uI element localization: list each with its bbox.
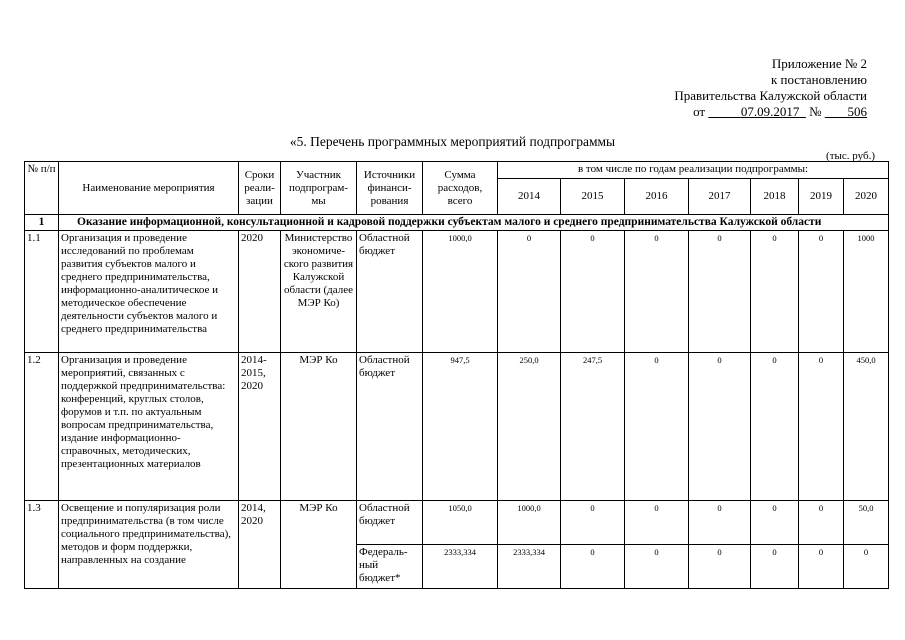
row-total: 947,5 <box>423 353 498 501</box>
row-total: 1050,0 <box>423 501 498 545</box>
row-value: 450,0 <box>844 353 889 501</box>
row-value: 0 <box>625 545 689 589</box>
section-num: 1 <box>25 215 59 231</box>
row-value: 0 <box>751 501 799 545</box>
number-label: № <box>809 104 822 119</box>
col-source-header: Источники финанси-рования <box>357 162 423 215</box>
row-source: Областной бюджет <box>357 353 423 501</box>
col-total-header: Сумма расходов, всего <box>423 162 498 215</box>
table-row <box>25 231 889 353</box>
row-participant: МЭР Ко <box>281 501 357 589</box>
date-number-line <box>674 104 867 120</box>
row-value: 0 <box>625 501 689 545</box>
resolution-date: 07.09.2017 <box>740 104 800 119</box>
row-value: 2333,334 <box>498 545 561 589</box>
row-value: 0 <box>561 501 625 545</box>
col-num-header: № п/п <box>25 162 59 215</box>
row-value: 0 <box>689 501 751 545</box>
row-value: 0 <box>751 545 799 589</box>
table-header-row <box>25 162 889 179</box>
row-value: 0 <box>498 231 561 353</box>
appendix-label: Приложение № 2 <box>771 56 867 71</box>
row-num: 1.3 <box>25 501 59 589</box>
row-participant: Министерство экономиче-ского развития Калужской области (далее МЭР Ко) <box>281 231 357 353</box>
row-name: Освещение и популяризация роли предпринимательства (в том числе социального предпринимательства), методов и форм поддержки, направленных на создание <box>59 501 239 589</box>
table-row <box>25 353 889 501</box>
row-participant: МЭР Ко <box>281 353 357 501</box>
row-name: Организация и проведение мероприятий, связанных с поддержкой предпринимательства: конференций, круглых столов, форумов и т.п. по актуальным вопросам предпринимательства, издание информационно-справочных, методических, презентационных материалов <box>59 353 239 501</box>
row-value: 0 <box>751 353 799 501</box>
row-value: 0 <box>799 231 844 353</box>
year-header: 2015 <box>561 179 625 215</box>
resolution-number: 506 <box>847 104 867 119</box>
year-header: 2016 <box>625 179 689 215</box>
section-title: Оказание информационной, консультационной и кадровой поддержки субъектам малого и среднего предпринимательства Калужской области <box>59 215 889 231</box>
row-source: Федераль-ный бюджет* <box>357 545 423 589</box>
year-header: 2019 <box>799 179 844 215</box>
year-header: 2014 <box>498 179 561 215</box>
years-caption: в том числе по годам реализации подпрограммы: <box>498 162 889 179</box>
row-value: 0 <box>799 501 844 545</box>
row-value: 0 <box>799 353 844 501</box>
row-num: 1.2 <box>25 353 59 501</box>
table-row <box>25 501 889 545</box>
row-value: 0 <box>689 353 751 501</box>
row-value: 250,0 <box>498 353 561 501</box>
col-name-header: Наименование мероприятия <box>59 162 239 215</box>
row-source: Областной бюджет <box>357 501 423 545</box>
row-value: 0 <box>625 231 689 353</box>
row-value: 0 <box>799 545 844 589</box>
year-header: 2017 <box>689 179 751 215</box>
row-term: 2020 <box>239 231 281 353</box>
row-total: 1000,0 <box>423 231 498 353</box>
from-label: от <box>693 104 706 119</box>
document-title: «5. Перечень программных мероприятий подпрограммы <box>289 134 616 149</box>
col-term-header: Сроки реали-зации <box>239 162 281 215</box>
row-value: 0 <box>844 545 889 589</box>
unit-label: (тыс. руб.) <box>826 150 875 162</box>
row-num: 1.1 <box>25 231 59 353</box>
row-total: 2333,334 <box>423 545 498 589</box>
row-source: Областной бюджет <box>357 231 423 353</box>
row-term: 2014, 2020 <box>239 501 281 589</box>
row-value: 0 <box>561 231 625 353</box>
row-value: 247,5 <box>561 353 625 501</box>
appendix-header <box>674 56 867 120</box>
resolution-label: к постановлению <box>770 72 867 87</box>
row-value: 50,0 <box>844 501 889 545</box>
row-value: 1000 <box>844 231 889 353</box>
row-value: 0 <box>561 545 625 589</box>
row-value: 0 <box>689 545 751 589</box>
row-term: 2014-2015, 2020 <box>239 353 281 501</box>
row-name: Организация и проведение исследований по проблемам развития субъектов малого и среднего предпринимательства, информационно-аналитическое и методическое обеспечение деятельности субъектов малого и среднего предпринимательства <box>59 231 239 353</box>
row-value: 0 <box>689 231 751 353</box>
col-participant-header: Участник подпрограм-мы <box>281 162 357 215</box>
program-measures-table <box>24 161 889 589</box>
row-value: 1000,0 <box>498 501 561 545</box>
section-row <box>25 215 889 231</box>
year-header: 2020 <box>844 179 889 215</box>
year-header: 2018 <box>751 179 799 215</box>
row-value: 0 <box>751 231 799 353</box>
government-label: Правительства Калужской области <box>674 88 867 103</box>
row-value: 0 <box>625 353 689 501</box>
